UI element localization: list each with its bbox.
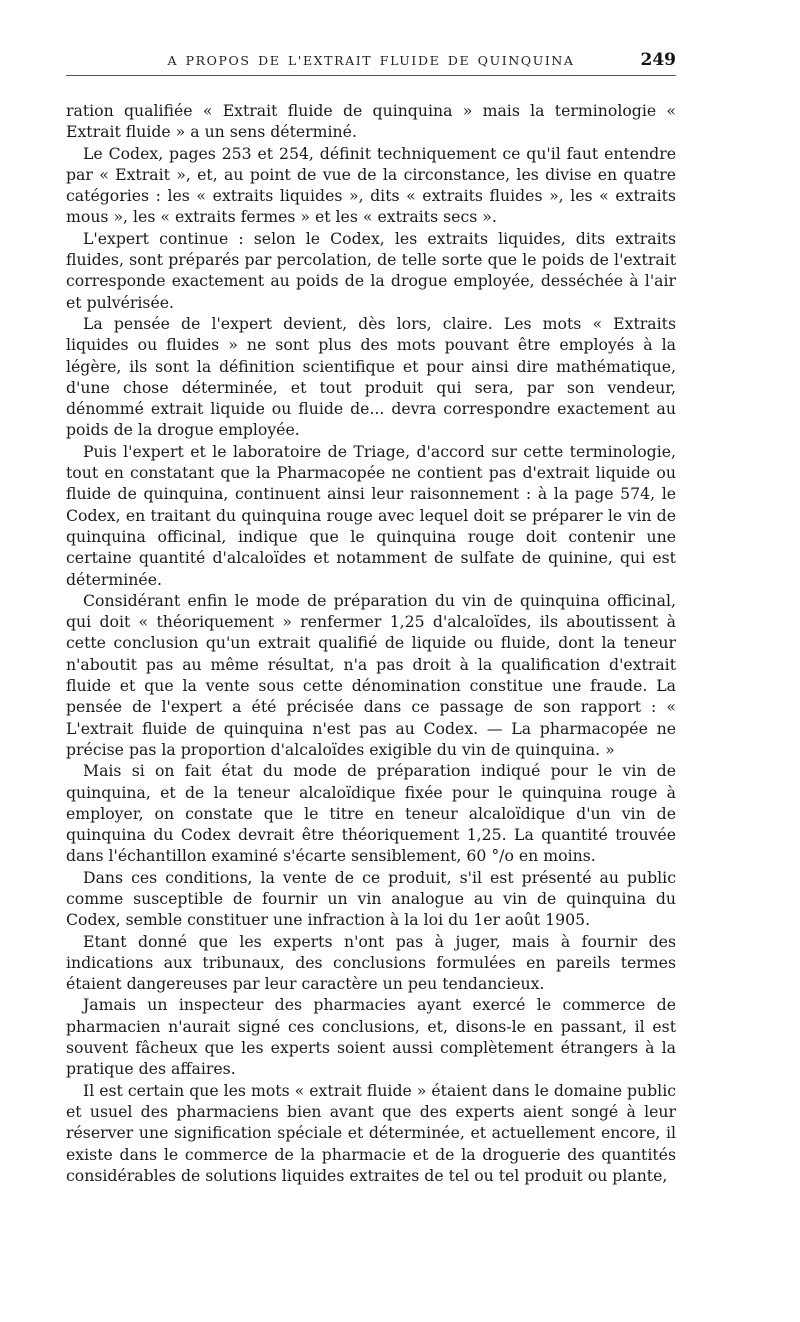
header-rule xyxy=(66,75,676,76)
paragraph: Considérant enfin le mode de préparation du vin de quinquina officinal, qui doit « théoriquement » renfermer 1,25 d'alcaloïdes, ils aboutissent à cette conclusion qu'un extrait qualifié de liquide ou fluide, dont la teneur n'aboutit pas au même résultat, n'a pas droit à la qualification d'extrait fluide et que la vente sous cette dénomination constitue une fraude. La pensée de l'expert a été précisée dans ce passage de son rapport : « L'extrait fluide de quinquina n'est pas au Codex. — La pharmacopée ne précise pas la proportion d'alcaloïdes exigible du vin de quinquina. » xyxy=(66,590,676,759)
paragraph-continuation: ration qualifiée « Extrait fluide de quinquina » mais la terminologie « Extrait fluide » a un sens déterminé. xyxy=(66,101,676,142)
paragraph: Jamais un inspecteur des pharmacies ayant exercé le commerce de pharmacien n'aurait signé ces conclusions, et, disons-le en passant, il est souvent fâcheux que les experts soient aussi complètement étrangers à la pratique des affaires. xyxy=(66,995,676,1079)
page-number: 249 xyxy=(640,50,676,70)
paragraph: Puis l'expert et le laboratoire de Triage, d'accord sur cette terminologie, tout en constatant que la Pharmacopée ne contient pas d'extrait liquide ou fluide de quinquina, continuent ainsi leur raisonnement : à la page 574, le Codex, en traitant du quinquina rouge avec lequel doit se préparer le vin de quinquina officinal, indique que le quinquina rouge doit contenir une certaine quantité d'alcaloïdes et notamment de sulfate de quinine, qui est déterminée. xyxy=(66,441,676,589)
paragraph: L'expert continue : selon le Codex, les extraits liquides, dits extraits fluides, sont préparés par percolation, de telle sorte que le poids de l'extrait corresponde exactement au poids de la drogue employée, desséchée à l'air et pulvérisée. xyxy=(66,228,676,312)
running-title: A PROPOS DE L'EXTRAIT FLUIDE DE QUINQUINA xyxy=(167,53,575,68)
paragraph: Mais si on fait état du mode de préparation indiqué pour le vin de quinquina, et de la teneur alcaloïdique fixée pour le quinquina rouge à employer, on constate que le titre en teneur alcaloïdique d'un vin de quinquina du Codex devrait être théoriquement 1,25. La quantité trouvée dans l'échantillon examiné s'écarte sensiblement, 60 °/o en moins. xyxy=(66,761,676,866)
book-page xyxy=(66,0,676,1185)
running-head xyxy=(66,0,676,74)
paragraph: Le Codex, pages 253 et 254, définit techniquement ce qu'il faut entendre par « Extrait », et, au point de vue de la circonstance, les divise en quatre catégories : les « extraits liquides », dits « extraits fluides », les « extraits mous », les « extraits fermes » et les « extraits secs ». xyxy=(66,143,676,227)
paragraph: La pensée de l'expert devient, dès lors, claire. Les mots « Extraits liquides ou fluides » ne sont plus des mots pouvant être employés à la légère, ils sont la définition scientifique et pour ainsi dire mathématique, d'une chose déterminée, et tout produit qui sera, par son vendeur, dénommé extrait liquide ou fluide de... devra correspondre exactement au poids de la drogue employée. xyxy=(66,313,676,440)
paragraph: Etant donné que les experts n'ont pas à juger, mais à fournir des indications aux tribunaux, des conclusions formulées en pareils termes étaient dangereuses par leur caractère un peu tendancieux. xyxy=(66,931,676,994)
body-text xyxy=(66,100,676,1186)
paragraph: Dans ces conditions, la vente de ce produit, s'il est présenté au public comme susceptible de fournir un vin analogue au vin de quinquina du Codex, semble constituer une infraction à la loi du 1er août 1905. xyxy=(66,867,676,930)
paragraph: Il est certain que les mots « extrait fluide » étaient dans le domaine public et usuel des pharmaciens bien avant que des experts aient songé à leur réserver une signification spéciale et déterminée, et actuellement encore, il existe dans le commerce de la pharmacie et de la droguerie des quantités considérables de solutions liquides extraites de tel ou tel produit ou plante, xyxy=(66,1080,676,1185)
